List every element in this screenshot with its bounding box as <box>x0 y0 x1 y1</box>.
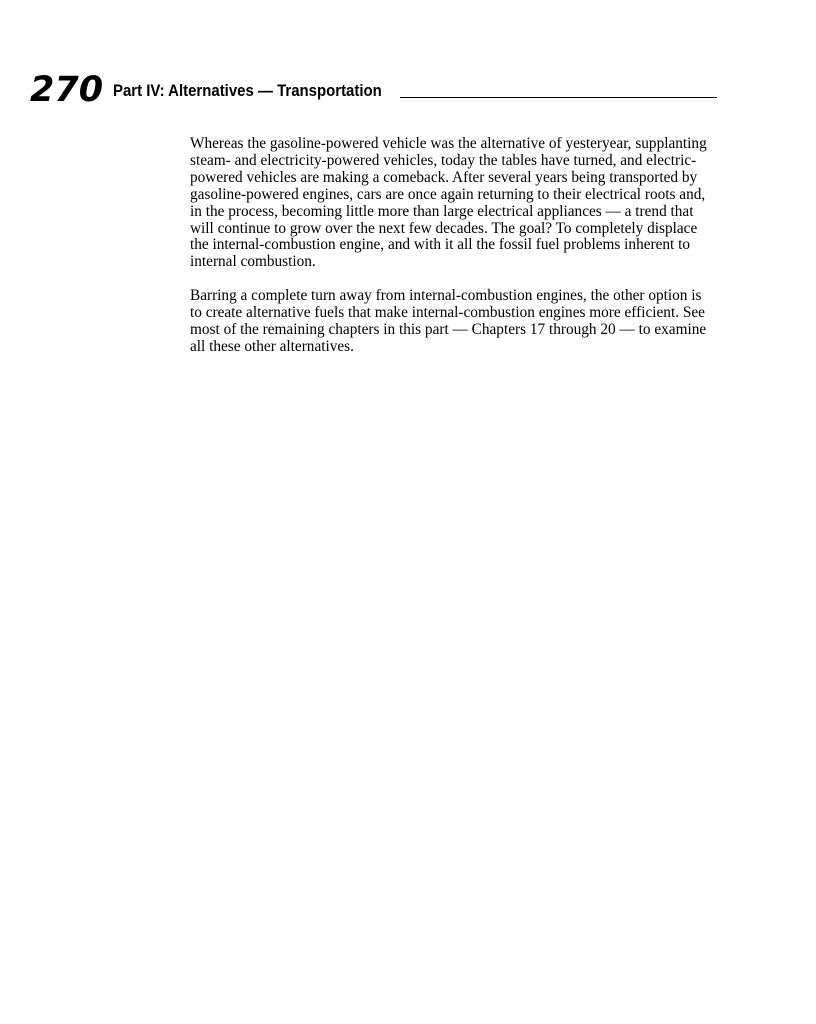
paragraph: Barring a complete turn away from internal-combustion engines, the other option is to create alternative fuels that make internal-combustion engines more efficient. See most of the remaining chapters in this part — Chapters 17 through 20 — to examine all these other alternatives. <box>190 287 707 355</box>
body-text <box>190 136 712 373</box>
header-rule <box>400 97 717 98</box>
paragraph: Whereas the gasoline-powered vehicle was the alternative of yesteryear, supplanting steam- and electricity-powered vehicles, today the tables have turned, and electric-powered vehicles are making a comeback. After several years being transported by gasoline-powered engines, cars are once again returning to their electrical roots and, in the process, becoming little more than large electrical appliances — a trend that will continue to grow over the next few decades. The goal? To completely displace the internal-combustion engine, and with it all the fossil fuel problems inherent to internal combustion. <box>190 135 707 271</box>
running-head: Part IV: Alternatives — Transportation <box>113 81 382 100</box>
page-number: 270 <box>30 70 104 110</box>
page-header <box>30 70 720 110</box>
